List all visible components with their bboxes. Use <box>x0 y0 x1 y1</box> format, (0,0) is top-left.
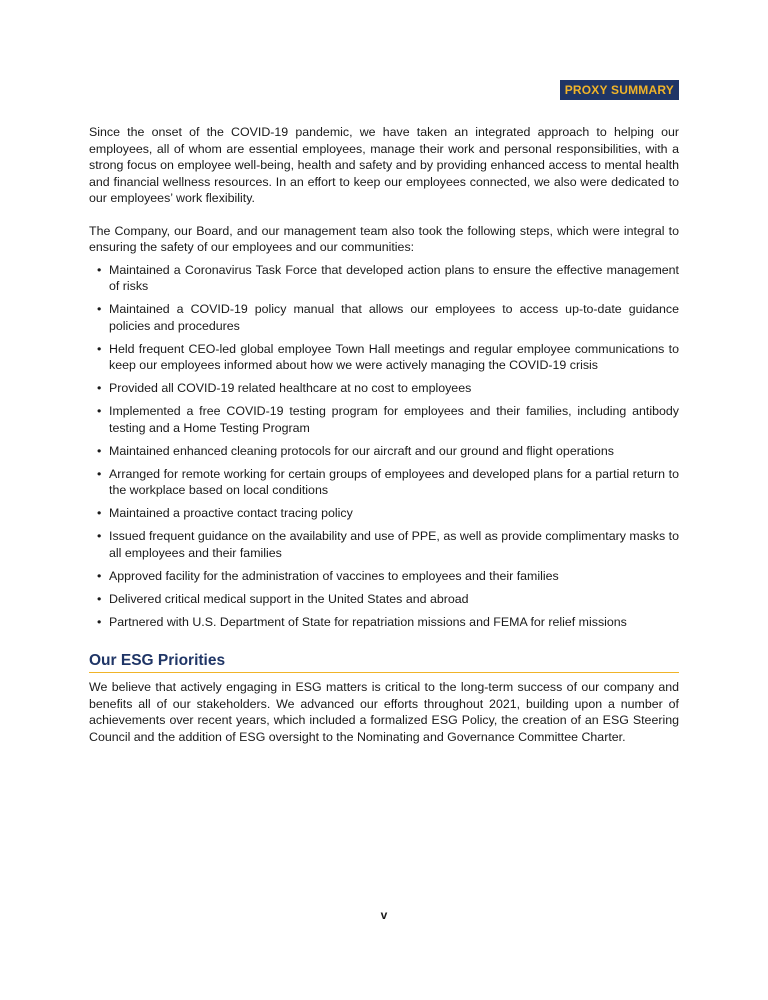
intro-paragraph: Since the onset of the COVID-19 pandemic, we have taken an integrated approach to helping our employees, all of whom are essential employees, manage their work and personal responsibilities, with a strong focus on employee well-being, health and safety and by providing enhanced access to mental health and financial wellness resources. In an effort to keep our employees connected, we also were dedicated to our employees’ work flexibility. <box>89 125 679 205</box>
list-item <box>89 403 679 436</box>
list-item <box>89 341 679 374</box>
list-item <box>89 380 679 397</box>
list-item-text: Implemented a free COVID-19 testing program for employees and their families, including antibody testing and a Home Testing Program <box>109 404 679 435</box>
list-item <box>89 591 679 608</box>
bullet-icon: • <box>97 443 102 458</box>
bullet-icon: • <box>97 614 102 629</box>
section-tag: PROXY SUMMARY <box>560 80 679 100</box>
list-item-text: Maintained a Coronavirus Task Force that developed action plans to ensure the effective management of risks <box>109 262 679 293</box>
list-item-text: Issued frequent guidance on the availability and use of PPE, as well as provide complimentary masks to all employees and their families <box>109 529 679 560</box>
list-item-text: Partnered with U.S. Department of State for repatriation missions and FEMA for relief missions <box>109 614 627 629</box>
list-item-text: Delivered critical medical support in the United States and abroad <box>109 591 469 606</box>
list-item <box>89 528 679 561</box>
bullet-icon: • <box>97 529 102 543</box>
bullet-icon: • <box>97 466 102 481</box>
page-number: v <box>380 908 388 922</box>
list-item <box>89 466 679 499</box>
list-item-text: Maintained a proactive contact tracing policy <box>109 506 353 520</box>
steps-intro-paragraph: The Company, our Board, and our management team also took the following steps, which were integral to ensuring the safety of our employees and our communities: <box>89 223 679 254</box>
list-item <box>89 568 679 585</box>
list-item <box>89 301 679 334</box>
list-item <box>89 505 679 522</box>
esg-section-heading: Our ESG Priorities <box>89 652 679 673</box>
list-item-text: Held frequent CEO-led global employee Town Hall meetings and regular employee communications to keep our employees informed about how we were actively managing the COVID-19 crisis <box>109 341 679 372</box>
bullet-icon: • <box>97 381 102 395</box>
bullet-icon: • <box>97 404 102 418</box>
list-item <box>89 614 679 631</box>
list-item <box>89 443 679 460</box>
list-item <box>89 262 679 295</box>
bullet-icon: • <box>97 591 102 606</box>
bullet-icon: • <box>97 506 102 520</box>
bullet-icon: • <box>97 262 102 277</box>
bullet-icon: • <box>97 341 102 356</box>
list-item-text: Maintained a COVID-19 policy manual that allows our employees to access up-to-date guidance policies and procedures <box>109 302 679 333</box>
list-item-text: Maintained enhanced cleaning protocols for our aircraft and our ground and flight operations <box>109 443 614 458</box>
list-item-text: Approved facility for the administration of vaccines to employees and their families <box>109 568 559 583</box>
bullet-icon: • <box>97 568 102 583</box>
esg-paragraph: We believe that actively engaging in ESG matters is critical to the long-term success of our company and benefits all of our stakeholders. We advanced our efforts throughout 2021, building upon a number of achievements over recent years, which included a formalized ESG Policy, the creation of an ESG Steering Council and the addition of ESG oversight to the Nominating and Governance Committee Charter. <box>89 680 679 744</box>
covid-steps-list <box>89 262 679 631</box>
list-item-text: Provided all COVID-19 related healthcare at no cost to employees <box>109 381 472 395</box>
bullet-icon: • <box>97 302 102 316</box>
main-content <box>89 124 679 745</box>
list-item-text: Arranged for remote working for certain groups of employees and developed plans for a partial return to the workplace based on local conditions <box>109 466 679 497</box>
